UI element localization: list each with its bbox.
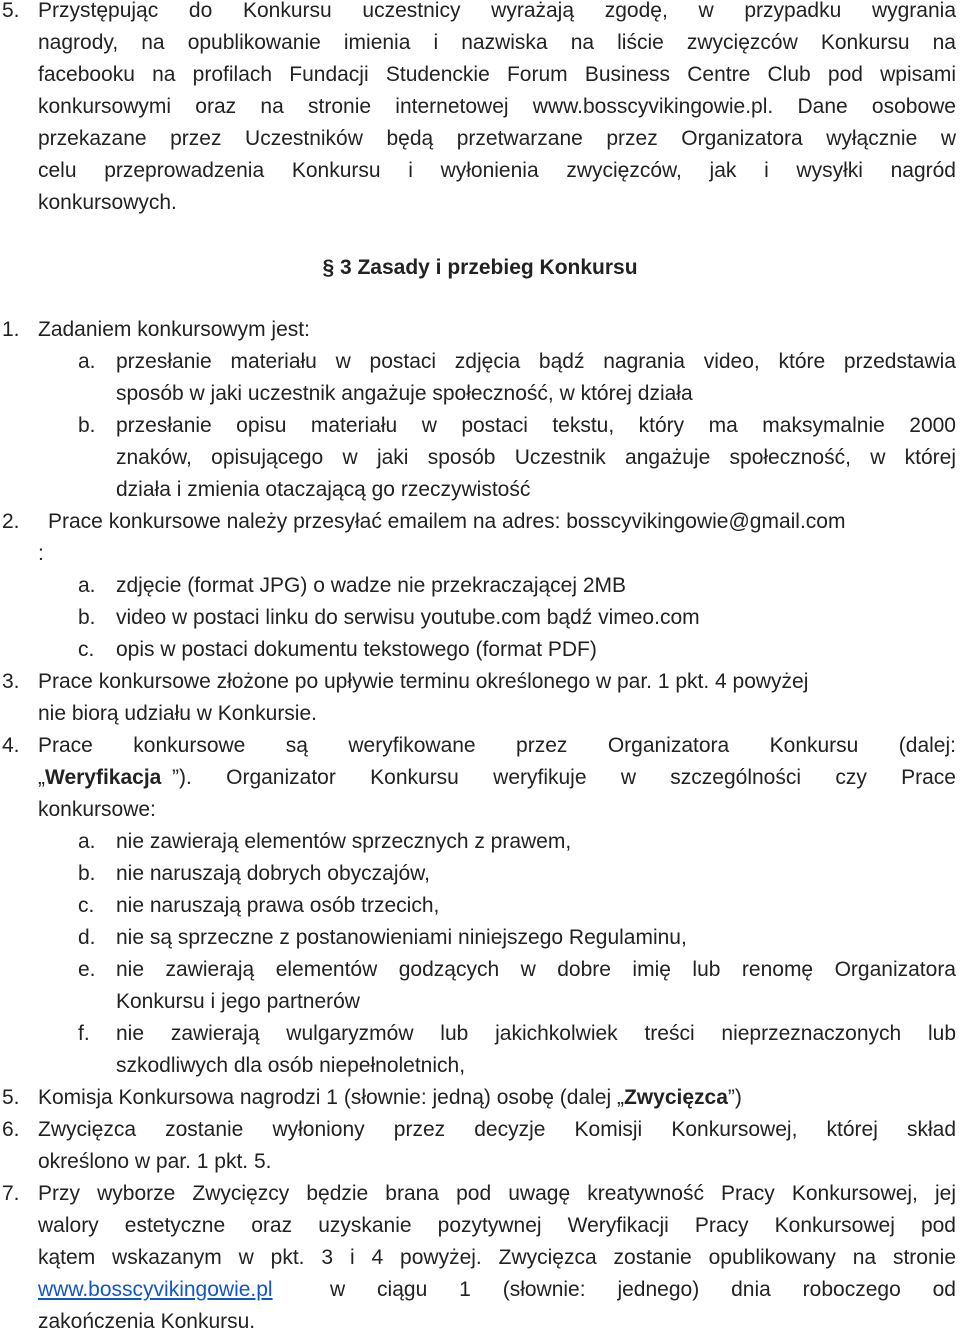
task-b-text: przesłanie opisu materiału w postaci tekstu, który ma maksymalnie 2000 <box>116 414 956 437</box>
task-b-text: znaków, opisującego w jaki sposób Uczestnik angażuje społeczność, w której <box>116 446 956 469</box>
item-5-text: celu przeprowadzenia Konkursu i wyłonienia zwycięzców, jak i wysyłki nagród <box>38 159 956 182</box>
format-item: zdjęcie (format JPG) o wadze nie przekraczającej 2MB <box>116 574 627 597</box>
task-a-text: sposób w jaki uczestnik angażuje społeczność, w której działa <box>116 382 693 405</box>
item-5-text: konkursowymi oraz na stronie internetowej www.bosscyvikingowie.pl. Dane osobowe <box>38 95 956 118</box>
criterion-item: szkodliwych dla osób niepełnoletnich, <box>116 1054 466 1077</box>
criteria-text: kątem wskazanym w pkt. 3 i 4 powyżej. Zwycięzca zostanie opublikowany na stronie <box>38 1246 956 1269</box>
verification-text: „Weryfikacja <box>38 766 162 789</box>
item-number: 5. <box>2 1086 20 1109</box>
criterion-item: Konkursu i jego partnerów <box>116 990 360 1013</box>
sub-label: d. <box>78 926 96 949</box>
section-heading: § 3 Zasady i przebieg Konkursu <box>322 256 638 279</box>
sub-label: a. <box>78 830 96 853</box>
item-5-text: facebooku na profilach Fundacji Studenckie Forum Business Centre Club pod wpisami <box>38 63 956 86</box>
criteria-text: zakończenia Konkursu. <box>38 1310 256 1333</box>
item-number: 4. <box>2 734 20 757</box>
criteria-text: Przy wyborze Zwycięzcy będzie brana pod uwagę kreatywność Pracy Konkursowej, jej <box>38 1182 956 1205</box>
deadline-text: Prace konkursowe złożone po upływie terminu określonego w par. 1 pkt. 4 powyżej <box>38 670 809 693</box>
verification-text: ”). Organizator Konkursu weryfikuje w szczególności czy Prace <box>172 766 956 789</box>
item-number: 7. <box>2 1182 20 1205</box>
winner-selection-text: określono w par. 1 pkt. 5. <box>38 1150 272 1173</box>
item-number: 1. <box>2 318 20 341</box>
winner-selection-text: Zwycięzca zostanie wyłoniony przez decyzje Komisji Konkursowej, której skład <box>38 1118 956 1141</box>
submission-colon: : <box>38 542 44 565</box>
item-5-text: przekazane przez Uczestników będą przetwarzane przez Organizatora wyłącznie w <box>38 127 956 150</box>
item-number: 6. <box>2 1118 20 1141</box>
criterion-item: nie zawierają wulgaryzmów lub jakichkolwiek treści nieprzeznaczonych lub <box>116 1022 956 1045</box>
item-5-text: konkursowych. <box>38 191 177 214</box>
sub-label: c. <box>78 638 95 661</box>
task-a-text: przesłanie materiału w postaci zdjęcia bądź nagrania video, które przedstawia <box>116 350 956 373</box>
sub-label: e. <box>78 958 96 981</box>
term-zwyciezca: Zwycięzca <box>623 1086 728 1109</box>
criterion-item: nie naruszają dobrych obyczajów, <box>116 862 431 885</box>
task-intro: Zadaniem konkursowym jest: <box>38 318 310 341</box>
award-text: Komisja Konkursowa nagrodzi 1 (słownie: jedną) osobę (dalej „Zwycięzca”) <box>38 1086 742 1109</box>
format-item: opis w postaci dokumentu tekstowego (format PDF) <box>116 638 597 661</box>
item-5-line <box>0 0 960 27</box>
item-5-text: Przystępując do Konkursu uczestnicy wyrażają zgodę, w przypadku wygrania <box>38 0 956 22</box>
sub-label: c. <box>78 894 95 917</box>
sub-label: b. <box>78 414 96 437</box>
task-b-text: działa i zmienia otaczającą go rzeczywistość <box>116 478 531 501</box>
item-5-text: nagrody, na opublikowanie imienia i nazwiska na liście zwycięzców Konkursu na <box>38 31 956 54</box>
submission-text: Prace konkursowe należy przesyłać emailem na adres: bosscyvikingowie@gmail.com <box>48 510 846 533</box>
sub-label: b. <box>78 606 96 629</box>
sub-label: a. <box>78 350 96 373</box>
website-link[interactable]: www.bosscyvikingowie.pl <box>38 1278 273 1301</box>
format-item: video w postaci linku do serwisu youtube.com bądź vimeo.com <box>116 606 700 629</box>
item-number: 3. <box>2 670 20 693</box>
verification-text: konkursowe: <box>38 798 156 821</box>
criterion-item: nie zawierają elementów sprzecznych z prawem, <box>116 830 572 853</box>
criterion-item: nie zawierają elementów godzących w dobre imię lub renomę Organizatora <box>116 958 956 981</box>
criterion-item: nie naruszają prawa osób trzecich, <box>116 894 440 917</box>
criteria-text: w ciągu 1 (słownie: jednego) dnia roboczego od <box>330 1278 956 1301</box>
item-number: 2. <box>2 510 20 533</box>
verification-text: Prace konkursowe są weryfikowane przez Organizatora Konkursu (dalej: <box>38 734 956 757</box>
item-number: 5. <box>2 0 20 22</box>
sub-label: b. <box>78 862 96 885</box>
criteria-text: walory estetyczne oraz uzyskanie pozytywnej Weryfikacji Pracy Konkursowej pod <box>38 1214 956 1237</box>
sub-label: f. <box>78 1022 90 1045</box>
criterion-item: nie są sprzeczne z postanowieniami niniejszego Regulaminu, <box>116 926 687 949</box>
term-weryfikacja: Weryfikacja <box>45 766 162 789</box>
deadline-text: nie biorą udziału w Konkursie. <box>38 702 317 725</box>
sub-label: a. <box>78 574 96 597</box>
